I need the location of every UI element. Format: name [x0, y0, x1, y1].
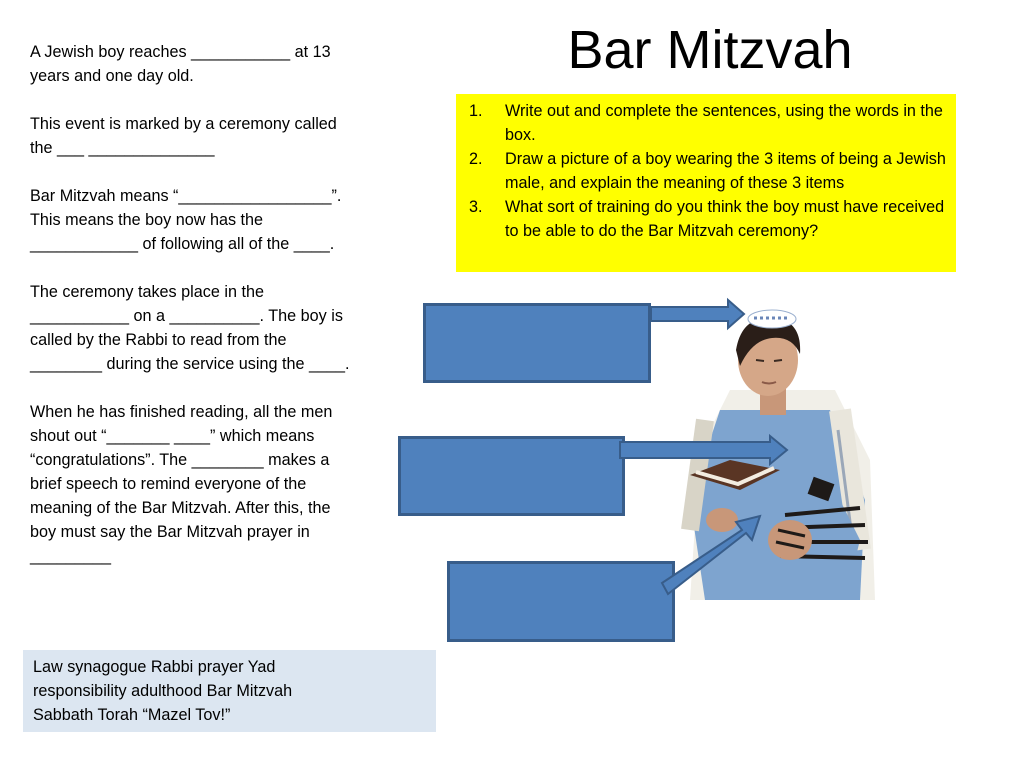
instruction-item: [466, 99, 946, 147]
instruction-text: Write out and complete the sentences, using the words in the box.: [505, 102, 943, 144]
passage-paragraph-3: Bar Mitzvah means “_________________”. This means the boy now has the ____________ of following all of the ____.: [30, 187, 342, 253]
instruction-list: [466, 99, 946, 243]
page-title: Bar Mitzvah: [567, 20, 853, 80]
instruction-text: What sort of training do you think the boy must have received to be able to do the Bar Mitzvah ceremony?: [505, 198, 945, 240]
instruction-item: [466, 195, 946, 243]
label-box-top: [423, 303, 651, 383]
bar-mitzvah-boy-illustration: [660, 300, 880, 610]
passage-paragraph-4: The ceremony takes place in the ___________ on a __________. The boy is called by the Rabbi to read from the ________ during the service using the ____.: [30, 283, 350, 373]
passage-paragraph-2: This event is marked by a ceremony called the ___ ______________: [30, 115, 337, 157]
instruction-number: 2.: [469, 150, 483, 168]
label-box-bottom: [447, 561, 675, 642]
instruction-number: 1.: [469, 102, 483, 120]
instruction-number: 3.: [469, 198, 483, 216]
instruction-text: Draw a picture of a boy wearing the 3 items of being a Jewish male, and explain the meaning of these 3 items: [505, 150, 946, 192]
passage-paragraph-5: When he has finished reading, all the men shout out “_______ ____” which means “congratulations”. The ________ makes a brief speech to remind everyone of the meaning of the Bar Mitzvah. After this, the boy must say the Bar Mitzvah prayer in _________: [30, 403, 333, 565]
instruction-item: [466, 147, 946, 195]
instructions-box: [456, 94, 956, 272]
label-box-middle: [398, 436, 625, 516]
fill-in-passage: [30, 40, 354, 568]
passage-paragraph-1: A Jewish boy reaches ___________ at 13 years and one day old.: [30, 43, 331, 85]
word-bank-box: Law synagogue Rabbi prayer Yad responsibility adulthood Bar Mitzvah Sabbath Torah “Mazel Tov!”: [23, 650, 436, 732]
